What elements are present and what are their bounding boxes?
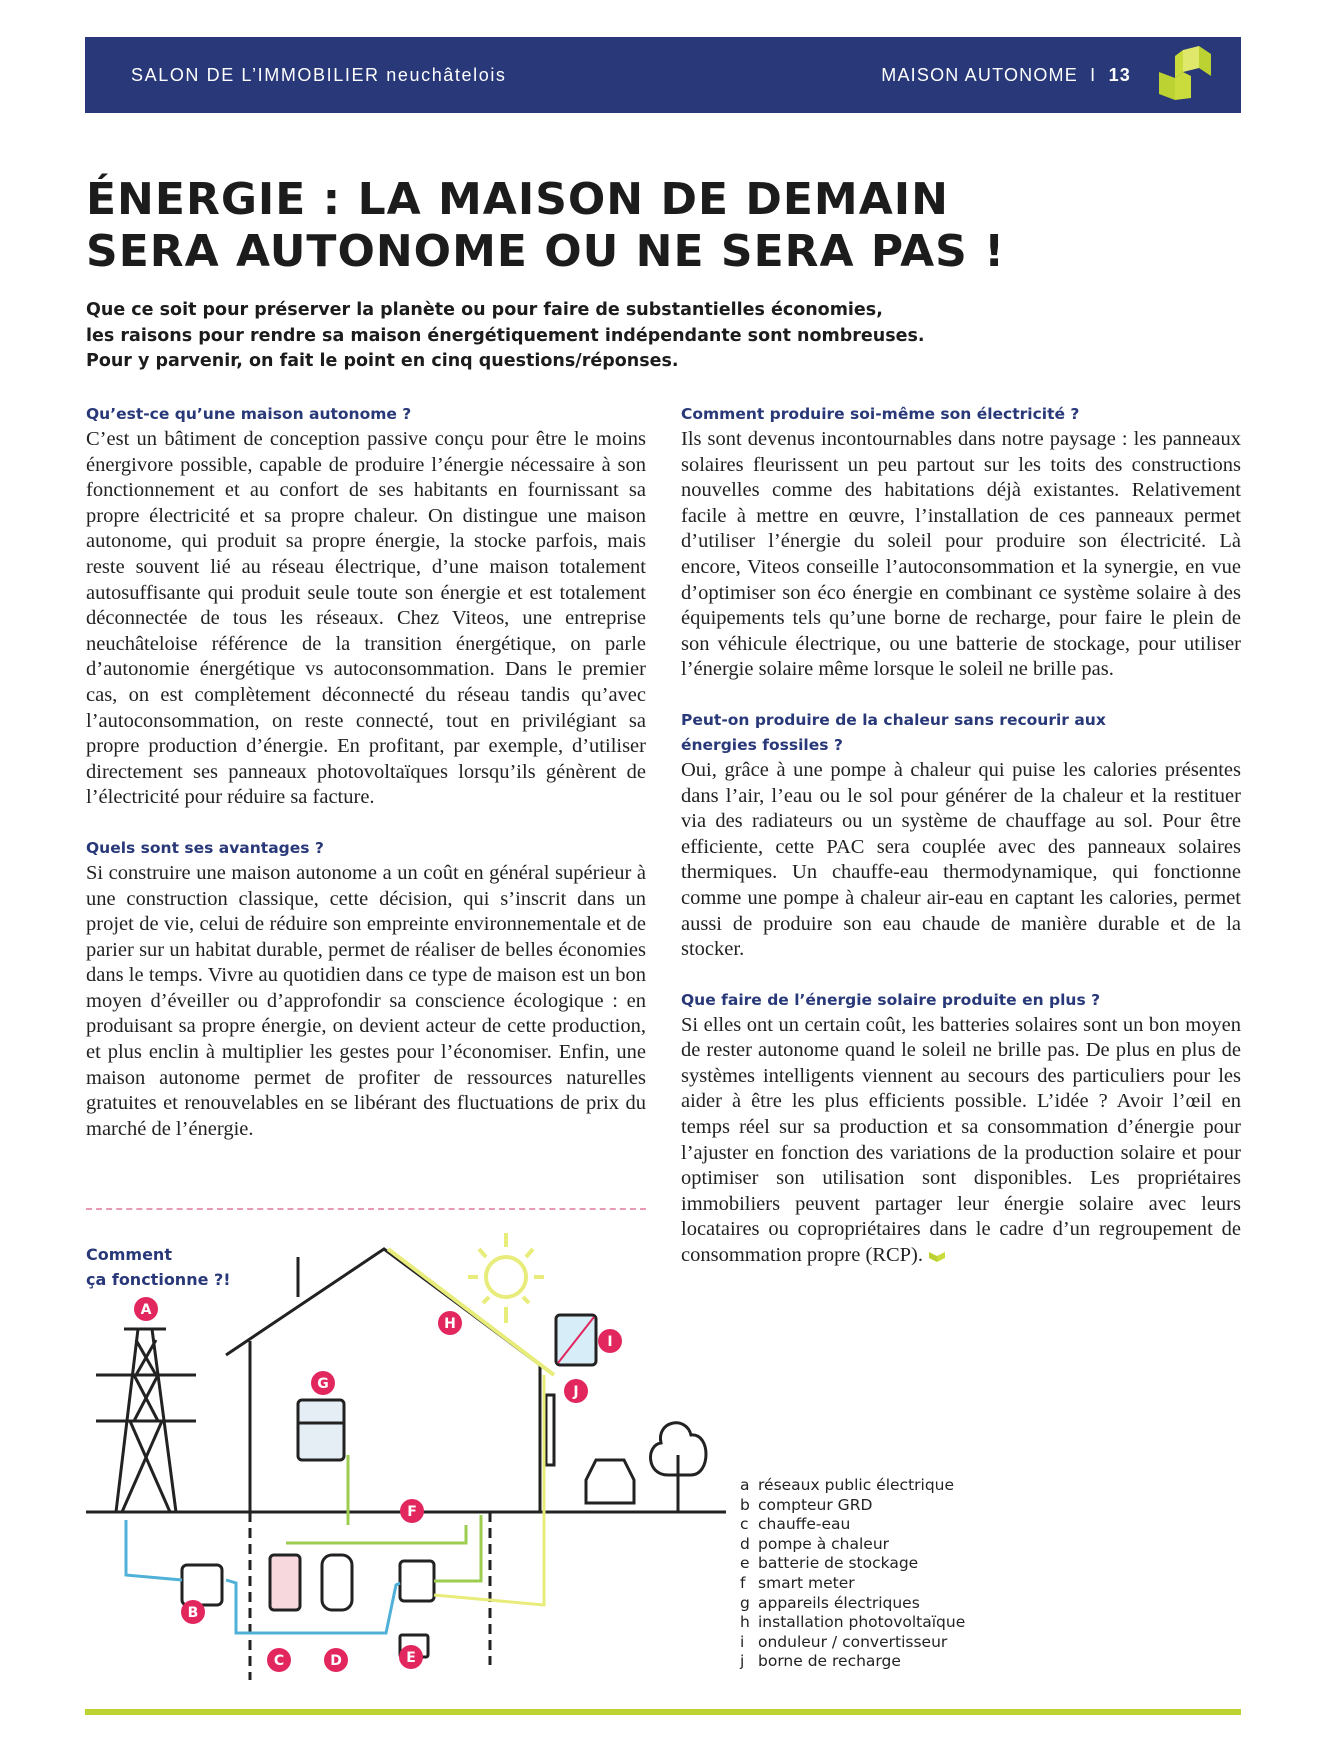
footer-rule [85, 1709, 1241, 1715]
question-heading: Qu’est-ce qu’une maison autonome ? [86, 405, 412, 423]
legend-item: h installation photovoltaïque [740, 1613, 966, 1632]
diagram-heading-line-2: ça fonctionne ?! [86, 1270, 231, 1289]
question-heading: Quels sont ses avantages ? [86, 838, 324, 857]
svg-text:E: E [406, 1650, 416, 1666]
lead-line-1: Que ce soit pour préserver la planète ou pour faire de substantielles économies, [86, 300, 883, 320]
water-heater-icon [270, 1555, 300, 1610]
marker-d [324, 1648, 348, 1672]
legend-item: a réseaux public électrique [740, 1476, 955, 1494]
page-number: 13 [1108, 64, 1131, 85]
legend-item: b compteur GRD [740, 1495, 873, 1514]
article-title [86, 174, 1086, 278]
answer-paragraph [681, 1013, 1241, 1269]
smart-meter-icon [400, 1561, 434, 1601]
svg-text:H: H [444, 1316, 456, 1332]
title-line-1: ÉNERGIE : LA MAISON DE DEMAIN [86, 174, 949, 225]
legend-item: c chauffe-eau [740, 1515, 851, 1534]
legend-item: e batterie de stockage [740, 1554, 919, 1573]
left-column [86, 402, 646, 1142]
charging-station-icon [546, 1395, 554, 1465]
fridge-icon [298, 1400, 344, 1460]
lead-line-2: les raisons pour rendre sa maison énergétiquement indépendante sont nombreuses. [86, 325, 925, 346]
svg-text:D: D [330, 1653, 342, 1669]
heat-pump-icon [322, 1555, 352, 1610]
svg-text:B: B [187, 1605, 199, 1621]
svg-text:C: C [273, 1653, 285, 1669]
tree-icon [651, 1423, 706, 1512]
answer-paragraph: Si construire une maison autonome a un coût en général supérieur à une construction classique, cette décision, qui s’inscrit dans un projet de vie, celui de réduire son empreinte environnementale et de parier sur un habitat durable, permet de réaliser de belles économies dans le temps. Vivre au quotidien dans ce type de maison est un bon moyen d’éveiller ou d’approfondir sa conscience écologique : en produisant sa propre énergie, on devient acteur de cette production, et plus enclin à multiplier les gestes pour l’économiser. Enfin, une maison autonome permet de profiter de ressources naturelles gratuites et renouvelables en se libérant des fluctuations de prix du marché de l’énergie. [86, 861, 646, 1140]
legend-item: g appareils électriques [740, 1593, 920, 1612]
lead-line-3: Pour y parvenir, on fait le point en cinq questions/réponses. [86, 351, 679, 371]
title-line-2: SERA AUTONOME OU NE SERA PAS ! [86, 226, 1006, 277]
answer-paragraph: C’est un bâtiment de conception passive conçu pour être le moins énergivore possible, capable de produire l’énergie nécessaire à son fonctionnement et au confort de ses habitants en fournissant sa propre électricité et sa propre chaleur. On distingue une maison autonome, qui produit sa propre énergie, la stocke parfois, mais reste souvent lié au réseau électrique, d’une maison totalement autosuffisante qui produit seule toute son énergie et est totalement déconnectée de tous les réseaux. Chez Viteos, une entreprise neuchâteloise référence de la transition énergétique, on parle d’autonomie énergétique vs autoconsommation. Dans le premier cas, on est complètement déconnecté du réseau tandis qu’avec l’autoconsommation, on reste connecté, tout en privilégiant sa propre production d’énergie. En profitant, par exemple, d’utiliser directement ses panneaux photovoltaïques lorsqu’ils génèrent de l’électricité pour réduire sa facture. [86, 428, 646, 809]
svg-text:J: J [573, 1384, 579, 1400]
cube-s-logo-icon [1155, 46, 1215, 104]
end-of-article-icon [928, 1250, 946, 1262]
marker-a [134, 1297, 158, 1321]
inverter-icon [556, 1315, 596, 1365]
answer-text: Si elles ont un certain coût, les batteries solaires sont un bon moyen de rester autonome quand le soleil ne brille pas. De plus en plus de systèmes intelligents viennent au secours des particuliers pour les aider à être les plus efficients possible. L’idée ? Avoir l’œil en temps réel sur sa production et sa consommation d’énergie pour l’ajuster en fonction des variations de la production solaire et pour optimiser son utilisation sont disponibles. Les propriétaires immobiliers peuvent partager leur énergie solaire avec leurs locataires ou copropriétaires dans le cadre d’un regroupement de consommation propre (RCP). [681, 1013, 1241, 1267]
marker-g [311, 1371, 335, 1395]
legend-item: i onduleur / convertisseur [740, 1632, 948, 1651]
pylon-icon [96, 1329, 196, 1512]
svg-text:I: I [607, 1334, 613, 1350]
house-outline [226, 1249, 551, 1373]
legend-item: j borne de recharge [740, 1652, 901, 1671]
separator: I [1090, 64, 1097, 85]
marker-e [399, 1645, 423, 1669]
marker-b [181, 1600, 205, 1624]
meter-icon [182, 1565, 222, 1605]
answer-paragraph: Oui, grâce à une pompe à chaleur qui puise les calories présentes dans l’air, l’eau ou le sol pour générer de la chaleur et la restituer via des radiateurs ou un système de chauffage au sol. Pour être efficiente, cette PAC sera couplée avec des panneaux solaires thermiques. Un chauffe-eau thermodynamique, qui fonctionne comme une pompe à chaleur air-eau en captant les calories, permet aussi de produire son eau chaude de manière durable et de la stocker. [681, 758, 1241, 961]
marker-i [598, 1329, 622, 1353]
section-divider [86, 1208, 646, 1210]
answer-paragraph: Ils sont devenus incontournables dans notre paysage : les panneaux solaires fleurissent un peu partout sur les toits des constructions nouvelles comme des habitations déjà existantes. Relativement facile à mettre en œuvre, l’installation de ces panneaux permet d’utiliser l’énergie du soleil pour produire son électricité. Là encore, Viteos conseille l’autoconsommation et la synergie, en vue d’optimiser son éco énergie en combinant ce système solaire à des équipements tels qu’une borne de recharge, pour faire le plein de son véhicule électrique, ou une batterie de stockage, pour utiliser l’énergie solaire même lorsque le soleil ne brille pas. [681, 428, 1241, 681]
article-lead [86, 298, 1046, 375]
marker-f [400, 1499, 424, 1523]
energy-house-diagram [86, 1225, 726, 1685]
marker-j [564, 1379, 588, 1403]
section-name: MAISON AUTONOME [881, 64, 1078, 85]
right-column [681, 402, 1241, 1269]
svg-text:F: F [407, 1504, 417, 1520]
sun-icon [468, 1233, 544, 1323]
svg-text:G: G [317, 1376, 329, 1392]
section-label [881, 65, 1131, 86]
car-icon [586, 1460, 634, 1503]
page-header [85, 37, 1241, 113]
question-heading: Peut-on produire de la chaleur sans recourir aux énergies fossiles ? [681, 710, 1106, 754]
marker-c [267, 1648, 291, 1672]
question-heading: Comment produire soi-même son électricité ? [681, 405, 1080, 423]
legend-item: f smart meter [740, 1573, 855, 1592]
svg-text:A: A [140, 1302, 152, 1318]
publication-name: SALON DE L’IMMOBILIER neuchâtelois [131, 64, 507, 85]
legend-item: d pompe à chaleur [740, 1534, 890, 1553]
question-heading: Que faire de l’énergie solaire produite en plus ? [681, 990, 1101, 1009]
marker-h [438, 1311, 462, 1335]
diagram-heading-line-1: Comment [86, 1245, 172, 1264]
diagram-legend [740, 1476, 965, 1672]
